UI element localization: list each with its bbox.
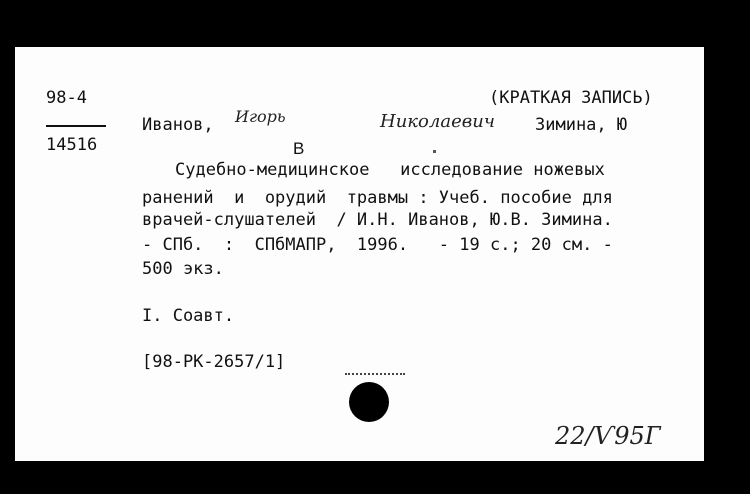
- divider-line: [46, 125, 106, 127]
- description-line-2: ранений и орудий травмы : Учеб. пособие для: [142, 188, 613, 208]
- inventory-number: 14516: [46, 135, 98, 155]
- shelf-code: 98-4: [46, 88, 87, 108]
- author-surname: Иванов,: [142, 115, 214, 135]
- handwritten-note: 22/Ѵ95Г: [555, 422, 661, 450]
- ink-dot: [433, 150, 436, 153]
- catalog-code: [98-PK-2657/1]: [142, 352, 286, 372]
- author-first-name-handwritten: Игорь: [235, 107, 286, 126]
- tracing: I. Соавт.: [142, 306, 235, 326]
- scan-noise: [345, 373, 405, 379]
- punch-hole: [349, 382, 389, 422]
- author-patronymic-handwritten: Николаевич: [380, 111, 495, 132]
- coauthor-surname: Зимина, Ю: [535, 115, 628, 135]
- record-type: (КРАТКАЯ ЗАПИСЬ): [489, 88, 653, 108]
- catalog-card: [15, 47, 704, 461]
- handwritten-initial: В: [293, 139, 305, 158]
- description-line-5: 500 экз.: [142, 259, 224, 279]
- description-line-1: Судебно-медицинское исследование ножевых: [175, 160, 605, 180]
- description-line-3: врачей-слушателей / И.Н. Иванов, Ю.В. Зимина.: [142, 210, 613, 230]
- description-line-4: - СПб. : СПбМАПР, 1996. - 19 с.; 20 см. -: [142, 235, 613, 255]
